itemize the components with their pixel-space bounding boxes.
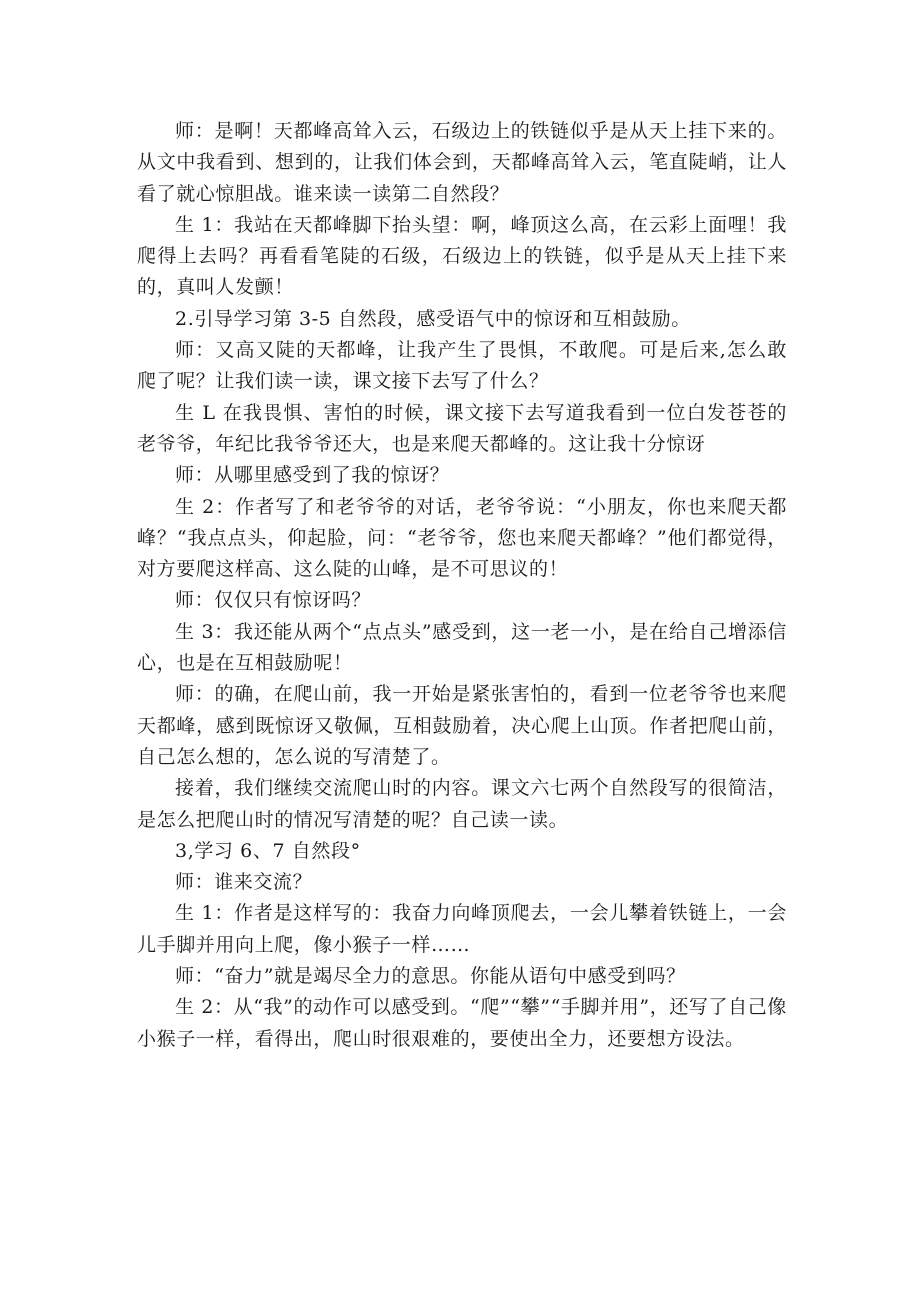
paragraph: 接着，我们继续交流爬山时的内容。课文六七两个自然段写的很简洁，是怎么把爬山时的情况写清楚的呢？自己读一读。 bbox=[137, 777, 787, 831]
section-heading: 2.引导学习第 3-5 自然段，感受语气中的惊讶和互相鼓励。 bbox=[175, 307, 691, 330]
paragraph: 师：“奋力”就是竭尽全力的意思。你能从语句中感受到吗？ bbox=[175, 965, 686, 988]
paragraph: 生 2：作者写了和老爷爷的对话，老爷爷说：“小朋友，你也来爬天都峰？“我点点头，仰起脸，问：“老爷爷，您也来爬天都峰？”他们都觉得，对方要爬这样高、这么陡的山峰，是不可思议的！ bbox=[137, 495, 787, 581]
paragraph: 师：又高又陡的天都峰，让我产生了畏惧，不敢爬。可是后来,怎么敢爬了呢？让我们读一读，课文接下去写了什么？ bbox=[137, 339, 787, 393]
paragraph: 师：仅仅只有惊讶吗？ bbox=[175, 589, 372, 612]
paragraph: 师：从哪里感受到了我的惊讶？ bbox=[175, 464, 450, 487]
paragraph: 生 1：我站在天都峰脚下抬头望：啊，峰顶这么高，在云彩上面哩！我爬得上去吗？再看看笔陡的石级，石级边上的铁链，似乎是从天上挂下来的，真叫人发颤！ bbox=[137, 213, 787, 299]
paragraph: 生 2：从“我”的动作可以感受到。“爬”“攀”“手脚并用”，还写了自己像小猴子一样，看得出，爬山时很艰难的，要使出全力，还要想方设法。 bbox=[137, 996, 787, 1050]
document-body bbox=[137, 116, 787, 1055]
paragraph: 生 1：作者是这样写的：我奋力向峰顶爬去，一会儿攀着铁链上，一会儿手脚并用向上爬，像小猴子一样…… bbox=[137, 902, 787, 956]
paragraph: 生 L 在我畏惧、害怕的时候，课文接下去写道我看到一位白发苍苍的老爷爷，年纪比我爷爷还大，也是来爬天都峰的。这让我十分惊讶 bbox=[137, 401, 787, 455]
paragraph: 师：是啊！天都峰高耸入云，石级边上的铁链似乎是从天上挂下来的。从文中我看到、想到的，让我们体会到，天都峰高耸入云，笔直陡峭，让人看了就心惊胆战。谁来读一读第二自然段？ bbox=[137, 120, 787, 205]
paragraph: 师：谁来交流？ bbox=[175, 871, 313, 894]
paragraph: 师：的确，在爬山前，我一开始是紧张害怕的，看到一位老爷爷也来爬天都峰，感到既惊讶又敬佩，互相鼓励着，决心爬上山顶。作者把爬山前，自己怎么想的，怎么说的写清楚了。 bbox=[137, 683, 787, 768]
section-heading: 3,学习 6、7 自然段° bbox=[175, 839, 361, 862]
paragraph: 生 3：我还能从两个“点点头”感受到，这一老一小，是在给自己增添信心，也是在互相鼓励呢！ bbox=[137, 620, 787, 675]
